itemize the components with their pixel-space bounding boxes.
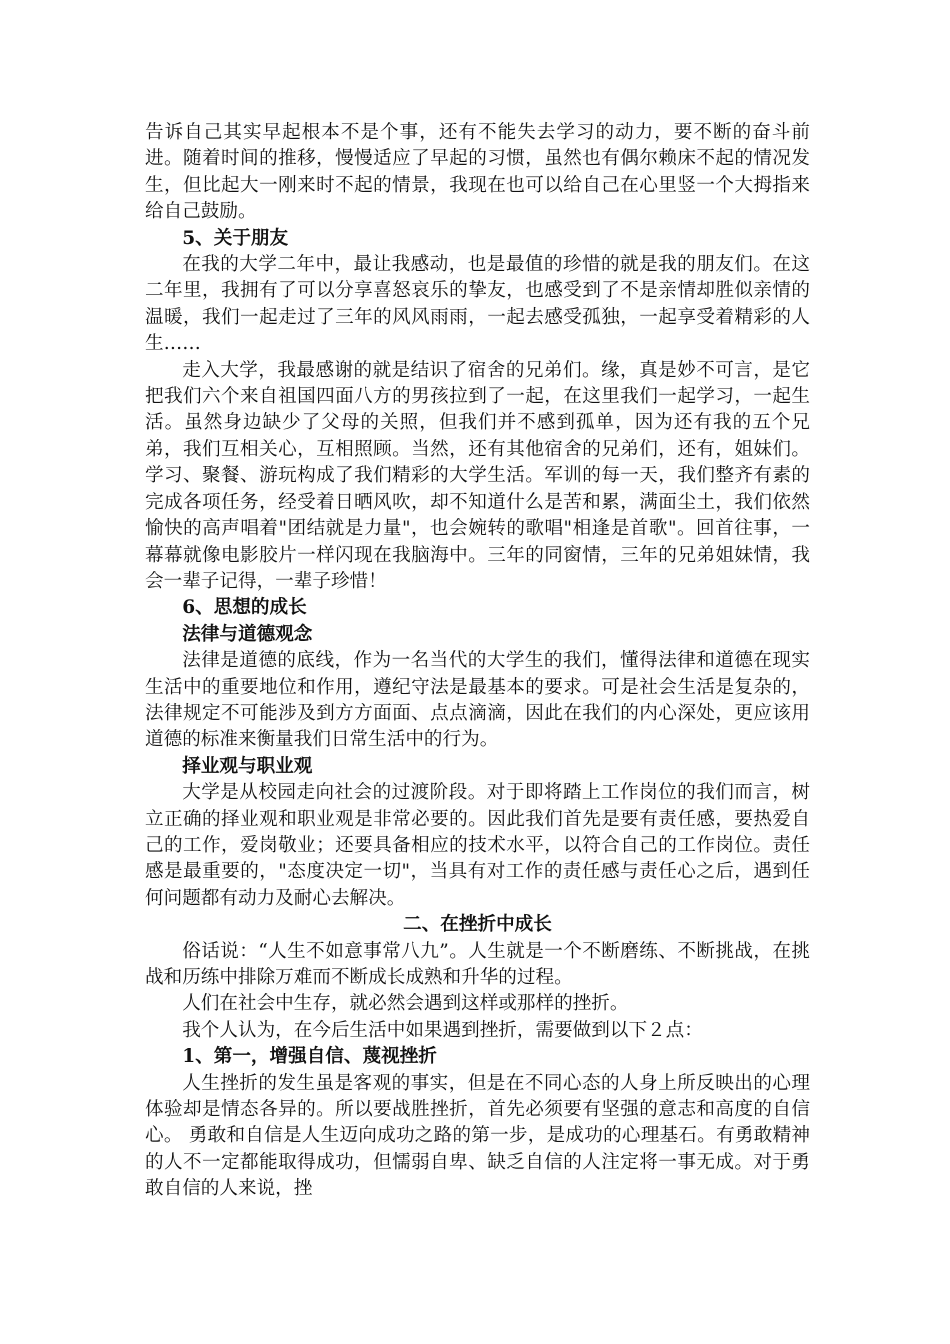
point-heading-confidence: 1、第一，增强自信、蔑视挫折 <box>182 1046 437 1068</box>
paragraph-friends: 在我的大学二年中，最让我感动，也是最值的珍惜的就是我的朋友们。在这二年里，我拥有了可以分享喜怒哀乐的挚友，也感受到了不是亲情却胜似亲情的温暖，我们一起走过了三年的风风雨雨，一起去感受孤独，一起享受着精彩的人生…… <box>145 254 810 355</box>
paragraph-setbacks-inevitable: 人们在社会中生存，就必然会遇到这样或那样的挫折。 <box>182 993 629 1015</box>
chapter-heading-growth-in-setbacks: 二、在挫折中成长 <box>403 914 552 936</box>
paragraph-career-view: 大学是从校园走向社会的过渡阶段。对于即将踏上工作岗位的我们而言，树立正确的择业观和职业观是非常必要的。因此我们首先是要有责任感，要热爱自己的工作，爱岗敬业；还要具备相应的技术水平，以符合自己的工作岗位。责任感是最重要的，"态度决定一切"，当具有对工作的责任感与责任心之后，遇到任何问题都有动力及耐心去解决。 <box>145 782 810 909</box>
section-heading-thought-growth: 6、思想的成长 <box>182 597 307 619</box>
paragraph-early-rising: 告诉自己其实早起根本不是个事，还有不能失去学习的动力，要不断的奋斗前进。随着时间的推移，慢慢适应了早起的习惯，虽然也有偶尔赖床不起的情况发生，但比起大一刚来时不起的情景，我现在也可以给自己在心里竖一个大拇指来给自己鼓励。 <box>145 122 810 223</box>
section-heading-friends: 5、关于朋友 <box>182 227 289 249</box>
paragraph-proverb: 俗话说：“人生不如意事常八九”。人生就是一个不断磨练、不断挑战，在挑战和历练中排除万难而不断成长成熟和升华的过程。 <box>145 940 810 988</box>
document-page <box>145 120 810 1203</box>
paragraph-two-points: 我个人认为，在今后生活中如果遇到挫折，需要做到以下２点： <box>182 1019 703 1041</box>
subheading-law-morality: 法律与道德观念 <box>182 623 313 645</box>
paragraph-law-morality: 法律是道德的底线，作为一名当代的大学生的我们，懂得法律和道德在现实生活中的重要地位和作用，遵纪守法是最基本的要求。可是社会生活是复杂的，法律规定不可能涉及到方方面面、点点滴滴，因此在我们的内心深处，更应该用道德的标准来衡量我们日常生活中的行为。 <box>145 650 810 751</box>
paragraph-roommates: 走入大学，我最感谢的就是结识了宿舍的兄弟们。缘，真是妙不可言，是它把我们六个来自祖国四面八方的男孩拉到了一起，在这里我们一起学习，一起生活。虽然身边缺少了父母的关照，但我们并不感到孤单，因为还有我的五个兄弟，我们互相关心，互相照顾。当然，还有其他宿舍的兄弟们，还有，姐妹们。学习、聚餐、游玩构成了我们精彩的大学生活。军训的每一天，我们整齐有素的完成各项任务，经受着日晒风吹，却不知道什么是苦和累，满面尘土，我们依然愉快的高声唱着"团结就是力量"，也会婉转的歌唱"相逢是首歌"。回首往事，一幕幕就像电影胶片一样闪现在我脑海中。三年的同窗情，三年的兄弟姐妹情，我会一辈子记得，一辈子珍惜！ <box>145 359 810 592</box>
paragraph-confidence: 人生挫折的发生虽是客观的事实，但是在不同心态的人身上所反映出的心理体验却是情态各异的。所以要战胜挫折，首先必须要有坚强的意志和高度的自信心。 勇敢和自信是人生迈向成功之路的第一步，是成功的心理基石。有勇敢精神的人不一定都能取得成功，但懦弱自卑、缺乏自信的人注定将一事无成。对于勇敢自信的人来说，挫 <box>145 1072 810 1200</box>
subheading-career-view: 择业观与职业观 <box>182 755 313 777</box>
